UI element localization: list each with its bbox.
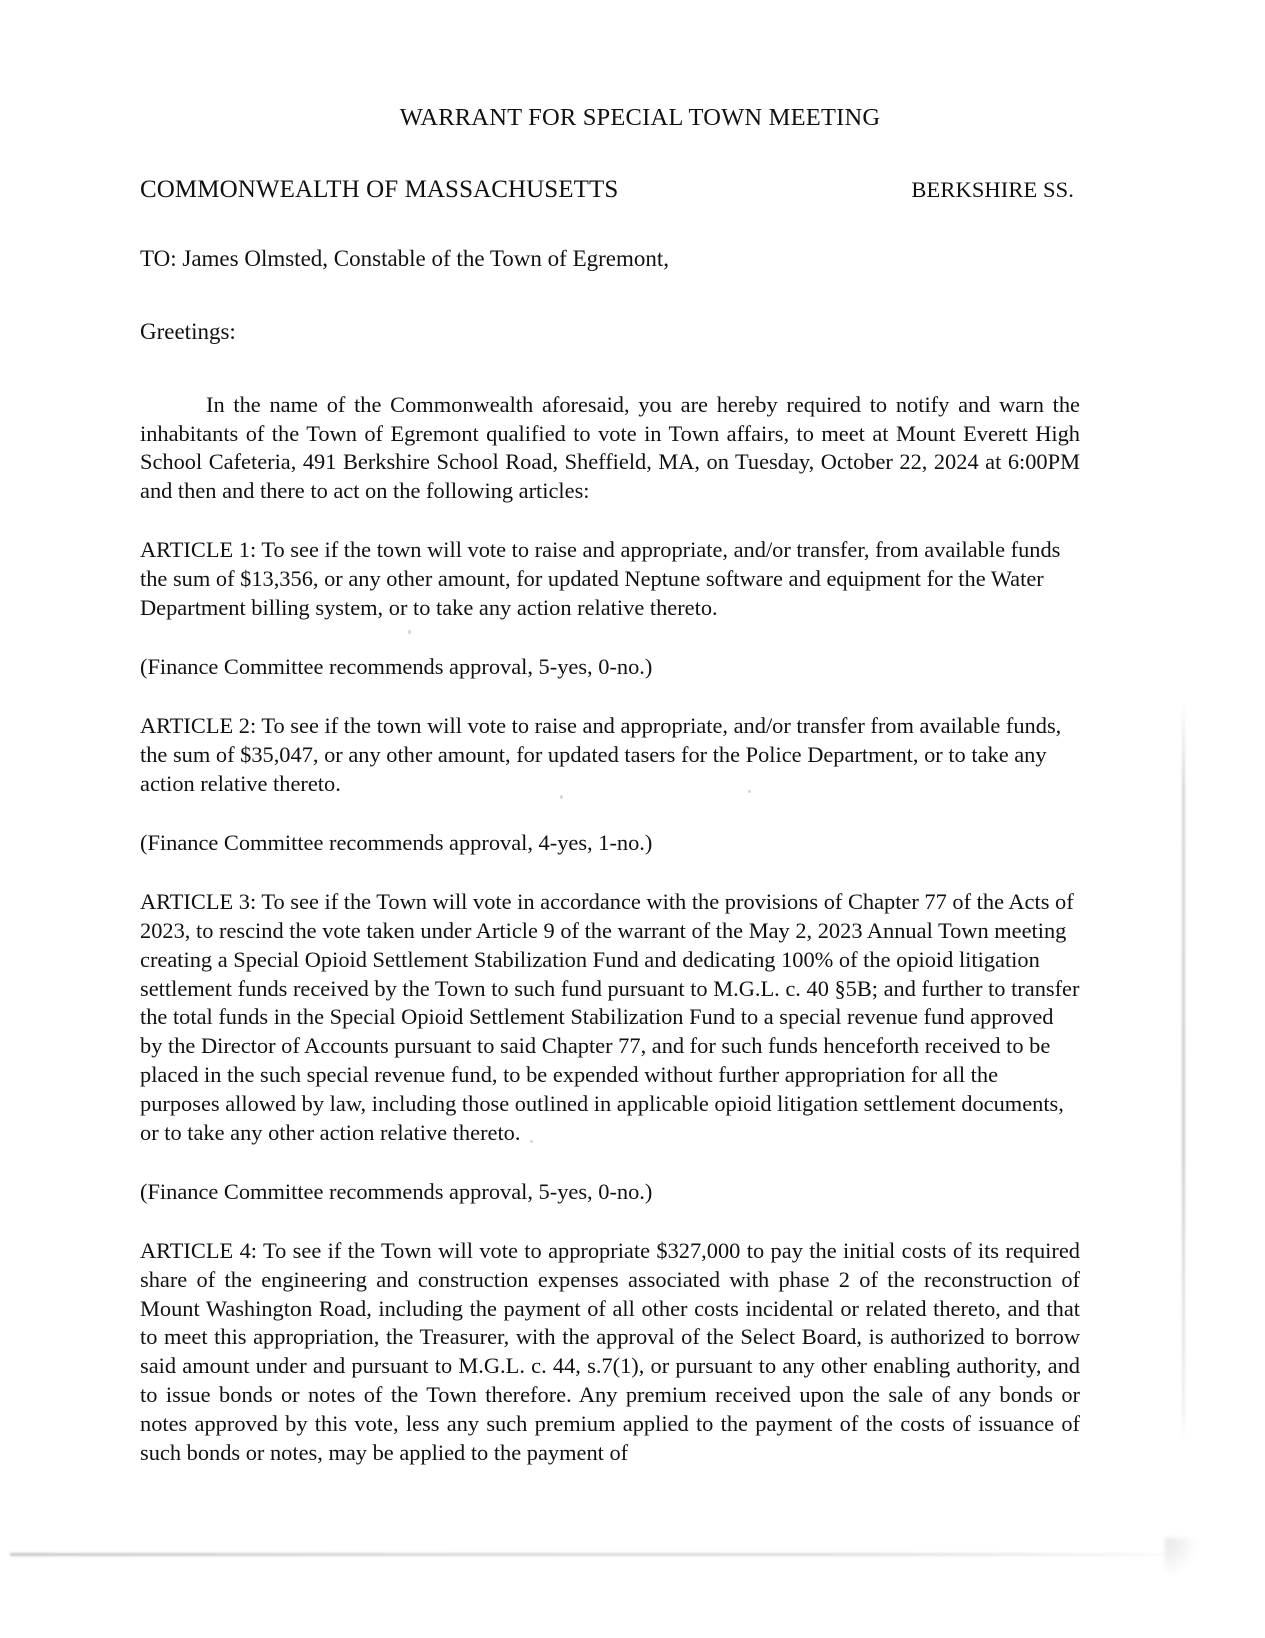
page-edge-shadow-right bbox=[1182, 700, 1185, 1440]
article-3-text: ARTICLE 3: To see if the Town will vote in accordance with the provisions of Chapter 77 of the Acts of 2023, to rescind the vote taken under Article 9 of the warrant of the May 2, 2023 Annual Town meeting creating a Special Opioid Settlement Stabilization Fund and dedicating 100% of the opioid litigation settlement funds received by the Town to such fund pursuant to M.G.L. c. 40 §5B; and further to transfer the total funds in the Special Opioid Settlement Stabilization Fund to a special revenue fund approved by the Director of Accounts pursuant to said Chapter 77, and for such funds henceforth received to be placed in the such special revenue fund, to be expended without further appropriation for all the purposes allowed by law, including those outlined in applicable opioid litigation settlement documents, or to take any other action relative thereto. bbox=[140, 889, 1080, 1145]
addressee-line: TO: James Olmsted, Constable of the Town of Egremont, bbox=[140, 246, 670, 271]
salutation-line: Greetings: bbox=[140, 319, 236, 345]
article-4-text: ARTICLE 4: To see if the Town will vote to appropriate $327,000 to pay the initial costs of its required share of the engineering and construction expenses associated with phase 2 of the reconstruction of Mount Washington Road, including the payment of all other costs incidental or related thereto, and that to meet this appropriation, the Treasurer, with the approval of the Select Board, is authorized to borrow said amount under and pursuant to M.G.L. c. 44, s.7(1), or pursuant to any other enabling authority, and to issue bonds or notes of the Town therefore. Any premium received upon the sale of any bonds or notes approved by this vote, less any such premium applied to the payment of the costs of issuance of such bonds or notes, may be applied to the payment of bbox=[140, 1238, 1080, 1465]
document-body bbox=[140, 104, 1080, 1498]
page-title: WARRANT FOR SPECIAL TOWN MEETING bbox=[399, 104, 881, 131]
county-heading: BERKSHIRE SS. bbox=[911, 177, 1074, 202]
page-corner-shadow bbox=[1165, 1538, 1199, 1578]
preamble-paragraph: In the name of the Commonwealth aforesaid, you are hereby required to notify and warn the inhabitants of the Town of Egremont qualified to vote in Town affairs, to meet at Mount Everett High School Cafeteria, 491 Berkshire School Road, Sheffield, MA, on Tuesday, October 22, 2024 at 6:00PM and then and there to act on the following articles: bbox=[140, 391, 1080, 504]
article-2-text: ARTICLE 2: To see if the town will vote to raise and appropriate, and/or transfer from available funds, the sum of $35,047, or any other amount, for updated tasers for the Police Department, or to take any action relative thereto. bbox=[140, 713, 1062, 796]
article-1-text: ARTICLE 1: To see if the town will vote to raise and appropriate, and/or transfer, from available funds the sum of $13,356, or any other amount, for updated Neptune software and equipment for the Water Department billing system, or to take any action relative thereto. bbox=[140, 537, 1061, 620]
article-3-recommendation: (Finance Committee recommends approval, 5-yes, 0-no.) bbox=[140, 1179, 653, 1205]
page-edge-shadow-bottom bbox=[10, 1553, 1185, 1556]
article-1-recommendation: (Finance Committee recommends approval, 5-yes, 0-no.) bbox=[140, 654, 653, 680]
article-2-recommendation: (Finance Committee recommends approval, 4-yes, 1-no.) bbox=[140, 830, 653, 856]
document-header-row bbox=[140, 176, 1080, 204]
commonwealth-heading: COMMONWEALTH OF MASSACHUSETTS bbox=[140, 176, 619, 203]
